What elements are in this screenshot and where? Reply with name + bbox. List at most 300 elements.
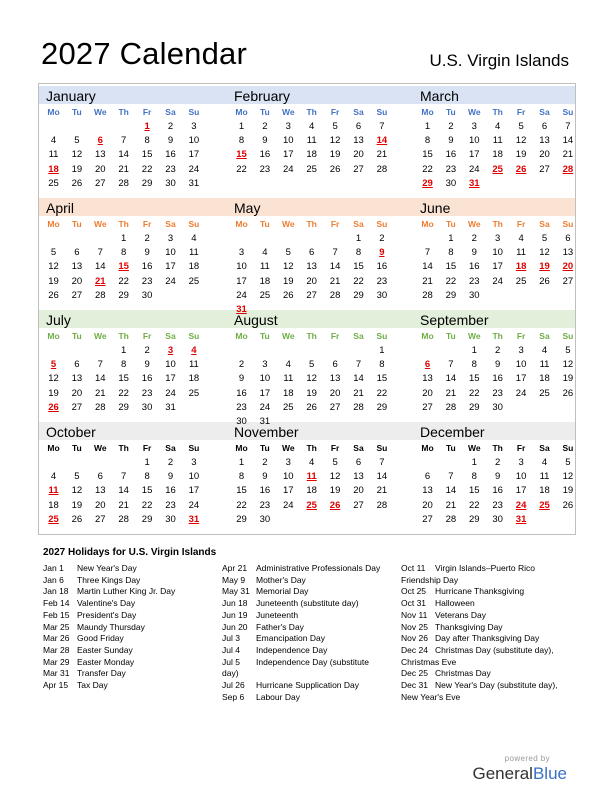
day-cell[interactable]: 2 [262,457,268,468]
day-cell[interactable]: 17 [283,149,294,161]
day-cell[interactable]: 9 [262,471,268,483]
day-cell[interactable]: 9 [379,247,385,259]
day-cell[interactable]: 28 [562,163,574,175]
day-cell[interactable]: 4 [50,471,57,483]
day-cell[interactable]: 25 [259,289,271,301]
day-cell[interactable]: 30 [492,401,503,413]
day-cell[interactable]: 5 [541,233,548,244]
day-cell[interactable]: 20 [422,499,433,511]
day-cell[interactable]: 16 [376,261,388,273]
day-cell[interactable]: 8 [144,471,150,483]
day-cell[interactable]: 22 [376,387,388,399]
day-cell[interactable]: 2 [144,233,150,244]
day-cell[interactable]: 16 [165,149,176,161]
day-cell[interactable]: 30 [376,289,388,301]
day-cell[interactable]: 9 [448,135,454,147]
day-cell[interactable]: 16 [492,485,503,497]
day-cell[interactable]: 21 [445,387,457,399]
day-cell[interactable]: 6 [565,233,571,244]
day-cell[interactable]: 25 [539,387,550,399]
day-cell[interactable]: 6 [424,471,431,483]
day-cell[interactable]: 20 [95,163,106,175]
day-cell[interactable]: 11 [188,247,199,259]
day-cell[interactable]: 23 [376,275,388,287]
day-cell[interactable]: 19 [562,485,574,497]
day-cell[interactable]: 15 [141,149,153,161]
day-cell[interactable]: 28 [95,289,106,301]
day-cell[interactable]: 24 [515,387,527,399]
day-cell[interactable]: 13 [562,247,574,259]
day-cell[interactable]: 21 [445,499,457,511]
day-cell[interactable]: 15 [118,261,129,273]
day-cell[interactable]: 30 [492,513,503,525]
day-cell[interactable]: 15 [236,149,247,161]
day-cell[interactable]: 29 [422,177,433,189]
day-cell[interactable]: 11 [492,135,503,147]
day-cell[interactable]: 12 [48,373,59,385]
day-cell[interactable]: 19 [329,149,341,161]
day-cell[interactable]: 27 [353,499,364,511]
day-cell[interactable]: 29 [376,401,388,413]
day-cell[interactable]: 26 [329,499,341,511]
day-cell[interactable]: 9 [495,471,501,483]
day-cell[interactable]: 27 [95,177,106,189]
day-cell[interactable]: 9 [167,135,174,147]
day-cell[interactable]: 5 [565,457,571,468]
day-cell[interactable]: 19 [329,485,341,497]
day-cell[interactable]: 28 [329,289,341,301]
day-cell[interactable]: 14 [445,373,457,385]
day-cell[interactable]: 21 [329,275,341,287]
day-cell[interactable]: 19 [71,163,83,175]
day-cell[interactable]: 28 [95,401,106,413]
day-cell[interactable]: 6 [424,359,431,371]
day-cell[interactable]: 2 [495,345,501,356]
day-cell[interactable]: 13 [71,373,83,385]
day-cell[interactable]: 24 [283,163,294,175]
day-cell[interactable]: 23 [492,387,503,399]
day-cell[interactable]: 10 [283,135,294,147]
day-cell[interactable]: 2 [144,345,150,356]
day-cell[interactable]: 4 [285,359,291,371]
day-cell[interactable]: 9 [144,247,150,259]
day-cell[interactable]: 15 [422,149,433,161]
day-cell[interactable]: 12 [71,485,83,497]
day-cell[interactable]: 6 [309,247,315,259]
day-cell[interactable]: 18 [306,485,317,497]
day-cell[interactable]: 25 [515,275,527,287]
day-cell[interactable]: 10 [259,373,271,385]
day-cell[interactable]: 11 [283,373,294,385]
day-cell[interactable]: 2 [495,457,501,468]
day-cell[interactable]: 25 [492,163,503,175]
day-cell[interactable]: 24 [259,401,271,413]
day-cell[interactable]: 14 [562,135,574,147]
day-cell[interactable]: 11 [306,135,317,147]
day-cell[interactable]: 23 [236,401,247,413]
day-cell[interactable]: 8 [379,359,385,371]
day-cell[interactable]: 23 [141,387,153,399]
day-cell[interactable]: 30 [236,416,247,427]
day-cell[interactable]: 16 [492,373,503,385]
day-cell[interactable]: 10 [188,135,200,147]
day-cell[interactable]: 4 [191,233,197,244]
day-cell[interactable]: 5 [50,359,57,371]
day-cell[interactable]: 28 [445,401,457,413]
day-cell[interactable]: 12 [283,261,294,273]
day-cell[interactable]: 15 [469,485,480,497]
day-cell[interactable]: 2 [471,233,477,244]
day-cell[interactable]: 4 [191,345,197,356]
day-cell[interactable]: 13 [306,261,317,273]
day-cell[interactable]: 3 [285,121,291,132]
day-cell[interactable]: 31 [236,304,247,315]
day-cell[interactable]: 13 [329,373,341,385]
day-cell[interactable]: 5 [309,359,315,371]
day-cell[interactable]: 9 [167,471,174,483]
day-cell[interactable]: 20 [539,149,550,161]
day-cell[interactable]: 4 [309,457,315,468]
day-cell[interactable]: 11 [48,485,59,497]
day-cell[interactable]: 15 [353,261,364,273]
day-cell[interactable]: 4 [309,121,315,132]
day-cell[interactable]: 17 [188,485,200,497]
day-cell[interactable]: 21 [118,163,129,175]
day-cell[interactable]: 3 [285,457,291,468]
day-cell[interactable]: 3 [238,247,245,259]
day-cell[interactable]: 20 [306,275,317,287]
day-cell[interactable]: 9 [144,359,150,371]
day-cell[interactable]: 1 [121,233,127,244]
day-cell[interactable]: 20 [353,485,364,497]
day-cell[interactable]: 14 [376,135,388,147]
day-cell[interactable]: 21 [95,275,106,287]
day-cell[interactable]: 29 [353,289,364,301]
day-cell[interactable]: 4 [518,233,524,244]
day-cell[interactable]: 14 [95,373,106,385]
day-cell[interactable]: 31 [259,416,271,427]
day-cell[interactable]: 9 [238,373,245,385]
day-cell[interactable]: 27 [562,275,574,287]
day-cell[interactable]: 28 [422,289,433,301]
day-cell[interactable]: 24 [283,499,294,511]
day-cell[interactable]: 25 [539,499,550,511]
day-cell[interactable]: 1 [355,233,362,244]
day-cell[interactable]: 1 [238,457,245,468]
day-cell[interactable]: 4 [541,457,548,468]
day-cell[interactable]: 16 [141,261,153,273]
day-cell[interactable]: 19 [515,149,527,161]
day-cell[interactable]: 13 [539,135,550,147]
day-cell[interactable]: 29 [118,401,129,413]
day-cell[interactable]: 13 [353,135,364,147]
day-cell[interactable]: 10 [188,471,200,483]
day-cell[interactable]: 15 [469,373,480,385]
day-cell[interactable]: 24 [492,275,503,287]
day-cell[interactable]: 12 [306,373,317,385]
day-cell[interactable]: 4 [541,345,548,356]
day-cell[interactable]: 25 [48,177,59,189]
day-cell[interactable]: 10 [492,247,503,259]
day-cell[interactable]: 3 [167,233,174,244]
day-cell[interactable]: 7 [355,359,362,371]
day-cell[interactable]: 1 [448,233,454,244]
day-cell[interactable]: 16 [259,149,271,161]
day-cell[interactable]: 24 [469,163,480,175]
day-cell[interactable]: 17 [165,373,176,385]
day-cell[interactable]: 31 [165,401,176,413]
day-cell[interactable]: 19 [283,275,294,287]
day-cell[interactable]: 30 [165,513,176,525]
day-cell[interactable]: 26 [306,401,317,413]
day-cell[interactable]: 19 [71,499,83,511]
day-cell[interactable]: 24 [165,387,176,399]
day-cell[interactable]: 18 [259,275,271,287]
brand-logo[interactable] [472,764,567,784]
day-cell[interactable]: 31 [188,177,200,189]
day-cell[interactable]: 27 [306,289,317,301]
day-cell[interactable]: 31 [469,177,480,189]
day-cell[interactable]: 22 [445,275,457,287]
day-cell[interactable]: 31 [188,513,200,525]
day-cell[interactable]: 16 [259,485,271,497]
day-cell[interactable]: 29 [469,401,480,413]
day-cell[interactable]: 16 [445,149,457,161]
day-cell[interactable]: 1 [144,457,150,468]
day-cell[interactable]: 25 [188,387,200,399]
day-cell[interactable]: 11 [516,247,527,259]
day-cell[interactable]: 10 [165,359,176,371]
day-cell[interactable]: 22 [118,387,129,399]
day-cell[interactable]: 28 [118,177,129,189]
day-cell[interactable]: 26 [329,163,341,175]
day-cell[interactable]: 5 [74,135,80,147]
day-cell[interactable]: 12 [71,149,83,161]
day-cell[interactable]: 23 [259,163,271,175]
day-cell[interactable]: 25 [306,499,317,511]
day-cell[interactable]: 27 [353,163,364,175]
day-cell[interactable]: 30 [141,401,153,413]
day-cell[interactable]: 19 [539,261,550,273]
day-cell[interactable]: 3 [518,457,524,468]
day-cell[interactable]: 17 [283,485,294,497]
day-cell[interactable]: 7 [379,457,385,468]
day-cell[interactable]: 5 [74,471,80,483]
day-cell[interactable]: 18 [283,387,294,399]
day-cell[interactable]: 13 [422,373,433,385]
day-cell[interactable]: 7 [121,471,127,483]
day-cell[interactable]: 8 [238,135,245,147]
day-cell[interactable]: 6 [355,121,362,132]
day-cell[interactable]: 5 [332,457,338,468]
day-cell[interactable]: 30 [141,289,153,301]
day-cell[interactable]: 17 [259,387,271,399]
day-cell[interactable]: 20 [353,149,364,161]
day-cell[interactable]: 10 [515,471,527,483]
day-cell[interactable]: 17 [165,261,176,273]
day-cell[interactable]: 6 [97,471,103,483]
day-cell[interactable]: 18 [188,373,200,385]
day-cell[interactable]: 26 [562,499,574,511]
day-cell[interactable]: 24 [165,275,176,287]
day-cell[interactable]: 21 [562,149,574,161]
day-cell[interactable]: 20 [329,387,341,399]
day-cell[interactable]: 14 [329,261,341,273]
day-cell[interactable]: 6 [97,135,103,147]
day-cell[interactable]: 15 [141,485,153,497]
day-cell[interactable]: 16 [165,485,176,497]
day-cell[interactable]: 21 [118,499,129,511]
day-cell[interactable]: 10 [165,247,176,259]
day-cell[interactable]: 15 [376,373,388,385]
day-cell[interactable]: 1 [379,345,385,356]
day-cell[interactable]: 18 [188,261,200,273]
day-cell[interactable]: 29 [118,289,129,301]
day-cell[interactable]: 3 [471,121,477,132]
day-cell[interactable]: 11 [539,471,550,483]
day-cell[interactable]: 26 [71,513,83,525]
day-cell[interactable]: 10 [515,359,527,371]
day-cell[interactable]: 25 [48,513,59,525]
day-cell[interactable]: 18 [48,499,59,511]
day-cell[interactable]: 22 [469,387,480,399]
day-cell[interactable]: 14 [118,149,129,161]
day-cell[interactable]: 4 [495,121,501,132]
day-cell[interactable]: 14 [376,471,388,483]
day-cell[interactable]: 22 [141,499,153,511]
day-cell[interactable]: 22 [236,499,247,511]
day-cell[interactable]: 11 [259,261,270,273]
day-cell[interactable]: 6 [355,457,362,468]
day-cell[interactable]: 15 [236,485,247,497]
day-cell[interactable]: 17 [515,373,527,385]
day-cell[interactable]: 1 [121,345,127,356]
day-cell[interactable]: 28 [445,513,457,525]
day-cell[interactable]: 27 [71,289,83,301]
day-cell[interactable]: 20 [71,387,83,399]
day-cell[interactable]: 7 [424,247,431,259]
day-cell[interactable]: 7 [448,359,454,371]
day-cell[interactable]: 1 [144,121,150,132]
day-cell[interactable]: 8 [471,359,477,371]
day-cell[interactable]: 18 [539,373,550,385]
day-cell[interactable]: 5 [332,121,338,132]
day-cell[interactable]: 18 [48,163,59,175]
day-cell[interactable]: 18 [306,149,317,161]
day-cell[interactable]: 24 [188,499,200,511]
day-cell[interactable]: 23 [445,163,457,175]
day-cell[interactable]: 18 [515,261,527,273]
day-cell[interactable]: 22 [422,163,433,175]
day-cell[interactable]: 27 [422,401,433,413]
day-cell[interactable]: 7 [97,247,103,259]
day-cell[interactable]: 5 [565,345,571,356]
day-cell[interactable]: 8 [121,247,127,259]
day-cell[interactable]: 21 [376,485,388,497]
day-cell[interactable]: 17 [469,149,480,161]
day-cell[interactable]: 7 [97,359,103,371]
day-cell[interactable]: 22 [118,275,129,287]
day-cell[interactable]: 25 [306,163,317,175]
day-cell[interactable]: 18 [492,149,503,161]
day-cell[interactable]: 10 [283,471,294,483]
day-cell[interactable]: 2 [238,359,245,371]
day-cell[interactable]: 19 [48,387,59,399]
day-cell[interactable]: 5 [50,247,57,259]
day-cell[interactable]: 14 [95,261,106,273]
day-cell[interactable]: 10 [236,261,247,273]
day-cell[interactable]: 20 [422,387,433,399]
day-cell[interactable]: 25 [188,275,200,287]
day-cell[interactable]: 23 [492,499,503,511]
day-cell[interactable]: 7 [121,135,127,147]
day-cell[interactable]: 17 [236,275,247,287]
day-cell[interactable]: 27 [71,401,83,413]
day-cell[interactable]: 24 [236,289,247,301]
day-cell[interactable]: 1 [424,121,431,132]
day-cell[interactable]: 14 [118,485,129,497]
day-cell[interactable]: 1 [238,121,245,132]
day-cell[interactable]: 2 [167,121,174,132]
day-cell[interactable]: 8 [121,359,127,371]
day-cell[interactable]: 8 [238,471,245,483]
day-cell[interactable]: 26 [283,289,294,301]
day-cell[interactable]: 8 [355,247,362,259]
day-cell[interactable]: 2 [379,233,385,244]
day-cell[interactable]: 17 [492,261,503,273]
day-cell[interactable]: 26 [515,163,527,175]
day-cell[interactable]: 26 [562,387,574,399]
day-cell[interactable]: 11 [306,471,317,483]
day-cell[interactable]: 2 [167,457,174,468]
day-cell[interactable]: 26 [71,177,83,189]
day-cell[interactable]: 24 [515,499,527,511]
day-cell[interactable]: 26 [48,289,59,301]
day-cell[interactable]: 19 [306,387,317,399]
day-cell[interactable]: 3 [518,345,524,356]
day-cell[interactable]: 11 [48,149,59,161]
day-cell[interactable]: 30 [165,177,176,189]
day-cell[interactable]: 4 [262,247,268,259]
day-cell[interactable]: 20 [95,499,106,511]
day-cell[interactable]: 3 [262,359,268,371]
day-cell[interactable]: 27 [422,513,433,525]
day-cell[interactable]: 2 [262,121,268,132]
day-cell[interactable]: 14 [445,485,457,497]
day-cell[interactable]: 12 [562,471,574,483]
day-cell[interactable]: 12 [329,135,341,147]
day-cell[interactable]: 26 [48,401,59,413]
day-cell[interactable]: 29 [469,513,480,525]
day-cell[interactable]: 28 [118,513,129,525]
day-cell[interactable]: 13 [95,149,106,161]
day-cell[interactable]: 1 [471,457,477,468]
day-cell[interactable]: 6 [332,359,338,371]
day-cell[interactable]: 9 [495,359,501,371]
day-cell[interactable]: 7 [332,247,338,259]
day-cell[interactable]: 8 [424,135,431,147]
day-cell[interactable]: 9 [471,247,477,259]
day-cell[interactable]: 19 [48,275,59,287]
day-cell[interactable]: 21 [422,275,433,287]
day-cell[interactable]: 27 [95,513,106,525]
day-cell[interactable]: 23 [165,163,176,175]
day-cell[interactable]: 23 [259,499,271,511]
day-cell[interactable]: 7 [565,121,571,132]
day-cell[interactable]: 29 [141,177,153,189]
day-cell[interactable]: 12 [329,471,341,483]
day-cell[interactable]: 6 [74,247,80,259]
